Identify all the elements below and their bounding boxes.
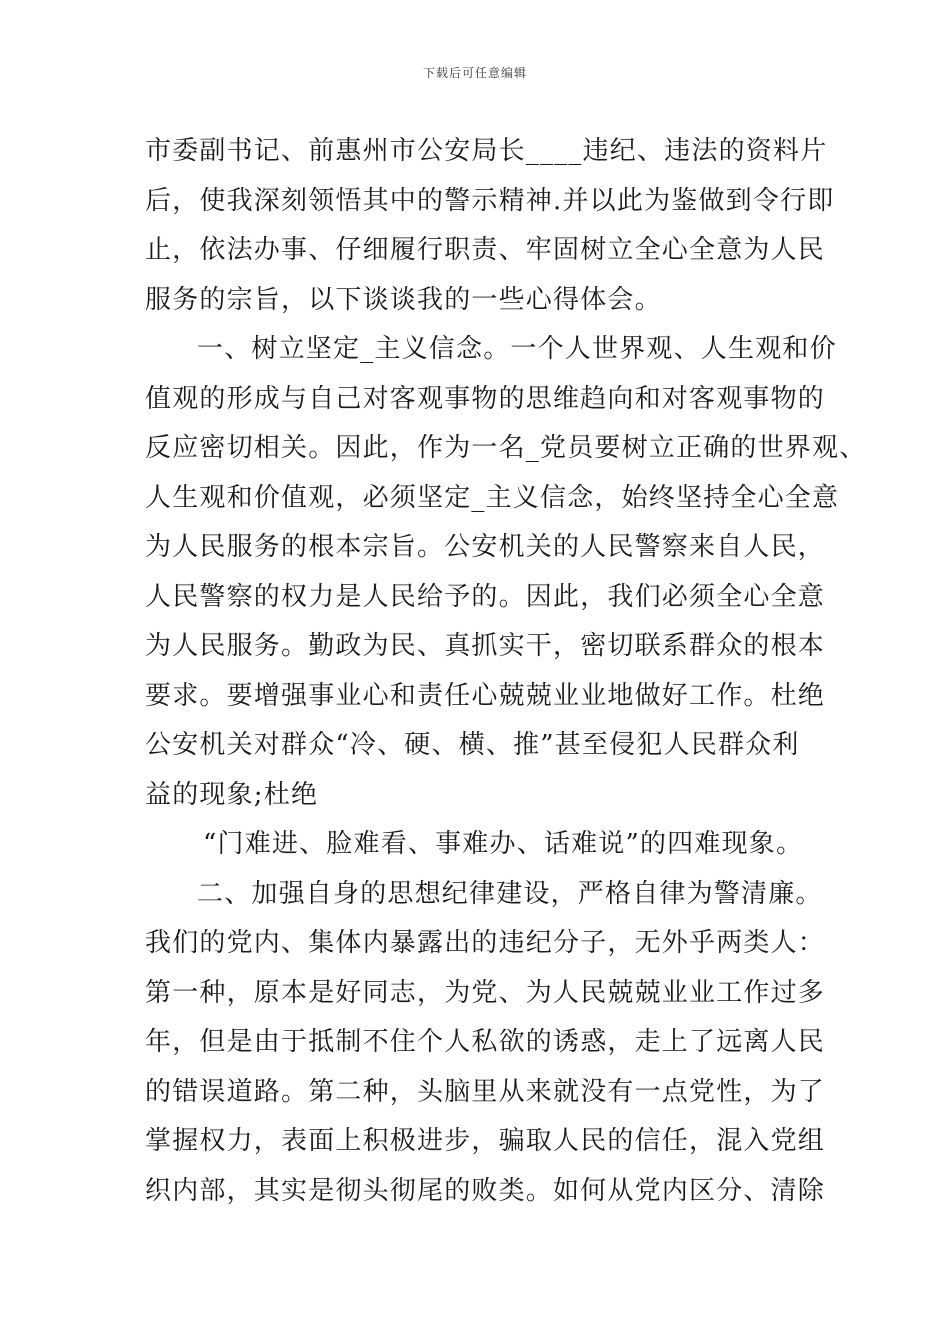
text-line: 反应密切相关。因此，作为一名_党员要树立正确的世界观、 xyxy=(145,433,867,463)
text-line: 要求。要增强事业心和责任心兢兢业业地做好工作。杜绝 xyxy=(145,680,826,711)
text-line: “门难进、脸难看、事难办、话难说”的四难现象。 xyxy=(203,829,804,859)
text-line: 公安机关对群众“冷、硬、横、推”甚至侵犯人民群众利 xyxy=(145,730,800,760)
text-line: 市委副书记、前惠州市公安局长____违纪、违法的资料片 xyxy=(145,136,828,166)
text-line: 年，但是由于抵制不住个人私欲的诱惑，走上了远离人民 xyxy=(145,1027,826,1057)
text-line: 为人民服务的根本宗旨。公安机关的人民警察来自人民， xyxy=(145,532,826,562)
text-line: 止，依法办事、仔细履行职责、牢固树立全心全意为人民 xyxy=(145,235,826,265)
section-heading-1: 一、树立坚定_主义信念。一个人世界观、人生观和价 xyxy=(197,334,837,364)
text-line: 第一种，原本是好同志，为党、为人民兢兢业业工作过多 xyxy=(145,977,826,1008)
document-body xyxy=(145,127,867,1216)
text-line: 值观的形成与自己对客观事物的思维趋向和对客观事物的 xyxy=(145,383,826,414)
text-line: 人民警察的权力是人民给予的。因此，我们必须全心全意 xyxy=(145,581,826,612)
text-line: 的错误道路。第二种，头脑里从来就没有一点党性，为了 xyxy=(145,1076,826,1107)
section-heading-2: 二、加强自身的思想纪律建设，严格自律为警清廉。 xyxy=(197,878,823,909)
text-line: 服务的宗旨，以下谈谈我的一些心得体会。 xyxy=(145,284,662,315)
text-line: 掌握权力，表面上积极进步，骗取人民的信任，混入党组 xyxy=(145,1126,826,1156)
text-line: 后，使我深刻领悟其中的警示精神.并以此为鉴做到令行即 xyxy=(145,185,835,216)
text-line: 人生观和价值观，必须坚定_主义信念，始终坚持全心全意 xyxy=(145,482,840,513)
page-header: 下载后可任意编辑 xyxy=(422,66,527,80)
text-line: 我们的党内、集体内暴露出的违纪分子，无外乎两类人： xyxy=(145,928,826,958)
text-line: 织内部，其实是彻头彻尾的败类。如何从党内区分、清除 xyxy=(145,1175,826,1206)
text-line: 益的现象;杜绝 xyxy=(145,779,319,810)
text-line: 为人民服务。勤政为民、真抓实干，密切联系群众的根本 xyxy=(145,631,826,661)
